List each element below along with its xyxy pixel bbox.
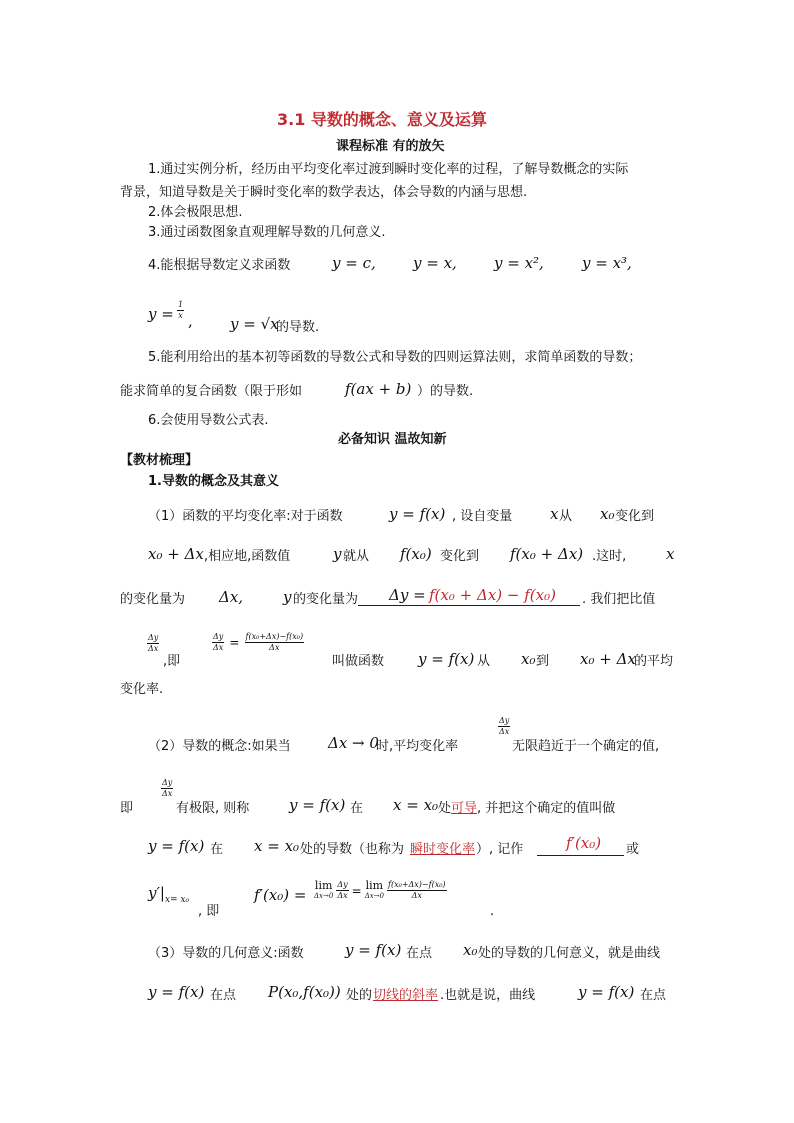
p2-xeq2: x = x₀	[254, 837, 300, 855]
standard-5c: ）的导数.	[417, 384, 474, 399]
lim-ratio-den: Δx	[337, 891, 348, 900]
standard-3: 3.通过函数图象直观理解导数的几何意义.	[148, 225, 386, 240]
p1-o: 到	[536, 654, 550, 669]
ratio3-num: f(x₀+Δx)−f(x₀)	[245, 632, 304, 641]
p2-answer-instant-rate: 瞬时变化率	[410, 842, 476, 857]
p1-m: 叫做函数	[332, 654, 385, 669]
p2-g: 处	[438, 801, 452, 816]
standard-4-end: 的导数.	[276, 320, 320, 335]
yprime-sub: x= x₀	[164, 895, 190, 905]
p1-ratio-def	[212, 632, 304, 653]
p2-h: , 并把这个确定的值叫做	[477, 801, 616, 816]
p2-ratio2-den: Δx	[162, 789, 173, 798]
p1-a: （1）函数的平均变化率:对于函数	[148, 509, 343, 524]
p2-j: 处的导数（也称为	[300, 842, 405, 857]
p1-x0dx2: x₀ + Δx	[580, 650, 636, 668]
p2-a: （2）导数的概念:如果当	[148, 739, 291, 754]
p1-y: y	[333, 545, 342, 563]
lim-eq: =	[351, 883, 362, 898]
p1-ratio	[147, 633, 159, 654]
lim-word: lim	[314, 879, 333, 892]
p1-answer-delta-y: f(x₀ + Δx) − f(x₀)	[429, 586, 556, 604]
p1-x: x	[550, 505, 559, 523]
p3-fx2: y = f(x)	[148, 983, 205, 1001]
p1-f: 就从	[343, 549, 370, 564]
standard-1a: 1.通过实例分析，经历由平均变化率过渡到瞬时变化率的过程，了解导数概念的实际	[148, 162, 629, 177]
p3-a: （3）导数的几何意义:函数	[148, 946, 304, 961]
p2-ratio2	[161, 778, 173, 799]
ratio2-num: Δy	[213, 632, 224, 641]
p1-k: . 我们把比值	[582, 592, 656, 607]
p3-P: P(x₀,f(x₀))	[268, 983, 341, 1001]
p2-xeq: x = x₀	[393, 796, 439, 814]
standard-5a: 5.能利用给出的基本初等函数的导数公式和导数的四则运算法则，求简单函数的导数；	[148, 350, 642, 365]
p2-ratio2-num: Δy	[162, 778, 173, 787]
p3-answer-slope: 切线的斜率	[373, 988, 439, 1003]
lim-ratio-num: Δy	[337, 880, 348, 889]
p1-fx: y = f(x)	[389, 505, 446, 523]
lim-full-den: Δx	[411, 891, 422, 900]
p1-i: 的变化量为	[120, 592, 186, 607]
p2-answer-fprime: f′(x₀)	[566, 834, 602, 852]
standard-6: 6.会使用导数公式表.	[148, 413, 269, 428]
p1-e: ,相应地,函数值	[204, 549, 291, 564]
p2-dot: .	[490, 904, 495, 919]
p2-ratio	[498, 716, 510, 737]
p2-fx2: y = f(x)	[148, 837, 205, 855]
standard-4: 4.能根据导数定义求函数	[148, 258, 291, 273]
p3-b: 在点	[406, 946, 433, 961]
p2-lim: Δx → 0	[328, 734, 379, 752]
lim-full-num: f(x₀+Δx)−f(x₀)	[388, 880, 446, 889]
p1-c: 从	[559, 509, 573, 524]
page-title: 3.1 导数的概念、意义及运算	[277, 110, 487, 129]
sub-heading-textbook: 【教材梳理】	[120, 453, 199, 468]
ratio2-den: Δx	[213, 643, 224, 652]
section-heading-knowledge: 必备知识 温故知新	[338, 432, 447, 447]
p2-m: , 即	[198, 904, 220, 919]
p2-limit-expression	[314, 880, 447, 901]
standard-5b: 能求简单的复合函数（限于形如	[120, 384, 303, 399]
p1-x0dx: x₀ + Δx	[148, 545, 204, 563]
formula-sqrt-x: y = √x	[230, 315, 279, 333]
p1-x2: x	[666, 545, 675, 563]
p2-d: 即	[120, 801, 134, 816]
frac-num: 1	[178, 300, 184, 309]
p2-c: 无限趋近于一个确定的值,	[512, 739, 660, 754]
p3-c: 处的导数的几何意义，就是曲线	[478, 946, 661, 961]
ratio-den: Δx	[148, 644, 159, 653]
ratio-num: Δy	[148, 633, 159, 642]
yprime-text: y′|	[148, 884, 165, 902]
formula-y-c: y = c,	[332, 254, 376, 272]
p2-l: 或	[626, 842, 640, 857]
p3-g: 在点	[640, 988, 667, 1003]
p1-x0b: x₀	[521, 650, 536, 668]
p1-d: 变化到	[615, 509, 655, 524]
p1-q: 变化率.	[120, 682, 164, 697]
p3-x0: x₀	[463, 941, 478, 959]
standard-1b: 背景，知道导数是关于瞬时变化率的数学表达，体会导数的内涵与思想.	[120, 185, 528, 200]
p3-f: .也就是说，曲线	[440, 988, 536, 1003]
p3-e: 处的	[346, 988, 373, 1003]
p1-b: , 设自变量	[452, 509, 513, 524]
eq-sign: =	[229, 635, 240, 650]
p1-dx: Δx,	[219, 588, 244, 606]
p3-d: 在点	[210, 988, 237, 1003]
p2-ratio-num: Δy	[499, 716, 510, 725]
p2-fx: y = f(x)	[289, 796, 346, 814]
p2-yprime	[148, 884, 189, 909]
p1-fx0: f(x₀)	[400, 545, 432, 563]
standard-2: 2.体会极限思想.	[148, 205, 243, 220]
item-1-heading: 1.导数的概念及其意义	[148, 474, 279, 489]
p1-j: 的变化量为	[293, 592, 359, 607]
lim-sub: Δx→0	[314, 892, 334, 900]
p1-fx0dx: f(x₀ + Δx)	[510, 545, 584, 563]
lim-sub2: Δx→0	[364, 892, 385, 900]
p3-fx3: y = f(x)	[578, 983, 635, 1001]
p2-k: ）, 记作	[476, 842, 524, 857]
formula-f-ax-b: f(ax + b)	[345, 380, 412, 398]
p2-answer-differentiable: 可导	[451, 801, 478, 816]
p1-l: ,即	[163, 654, 181, 669]
p1-fx2: y = f(x)	[418, 650, 475, 668]
p3-fx: y = f(x)	[345, 941, 402, 959]
p1-h: .这时,	[592, 549, 627, 564]
formula-y-x2: y = x²,	[494, 254, 544, 272]
p1-y2: y	[283, 588, 292, 606]
lim-word2: lim	[365, 879, 384, 892]
p1-p: 的平均	[634, 654, 674, 669]
p2-i: 在	[210, 842, 224, 857]
p1-n: 从	[477, 654, 491, 669]
p1-x0: x₀	[600, 505, 615, 523]
formula-y-x3: y = x³,	[582, 254, 632, 272]
p2-fpx0: f′(x₀) =	[254, 886, 307, 904]
comma: ,	[188, 312, 193, 330]
p2-ratio-den: Δx	[499, 727, 510, 736]
frac-den: x	[178, 311, 183, 320]
fraction-1-over-x	[177, 300, 184, 321]
section-heading-standards: 课程标准 有的放矢	[336, 139, 445, 154]
formula-y-inv: y =	[148, 305, 174, 323]
p1-g: 变化到	[440, 549, 480, 564]
p2-b: 时,平均变化率	[376, 739, 459, 754]
p1-dy: Δy =	[389, 586, 426, 604]
p2-e: 有极限, 则称	[176, 801, 250, 816]
p2-f: 在	[350, 801, 364, 816]
ratio3-den: Δx	[269, 643, 280, 652]
formula-y-x: y = x,	[413, 254, 457, 272]
